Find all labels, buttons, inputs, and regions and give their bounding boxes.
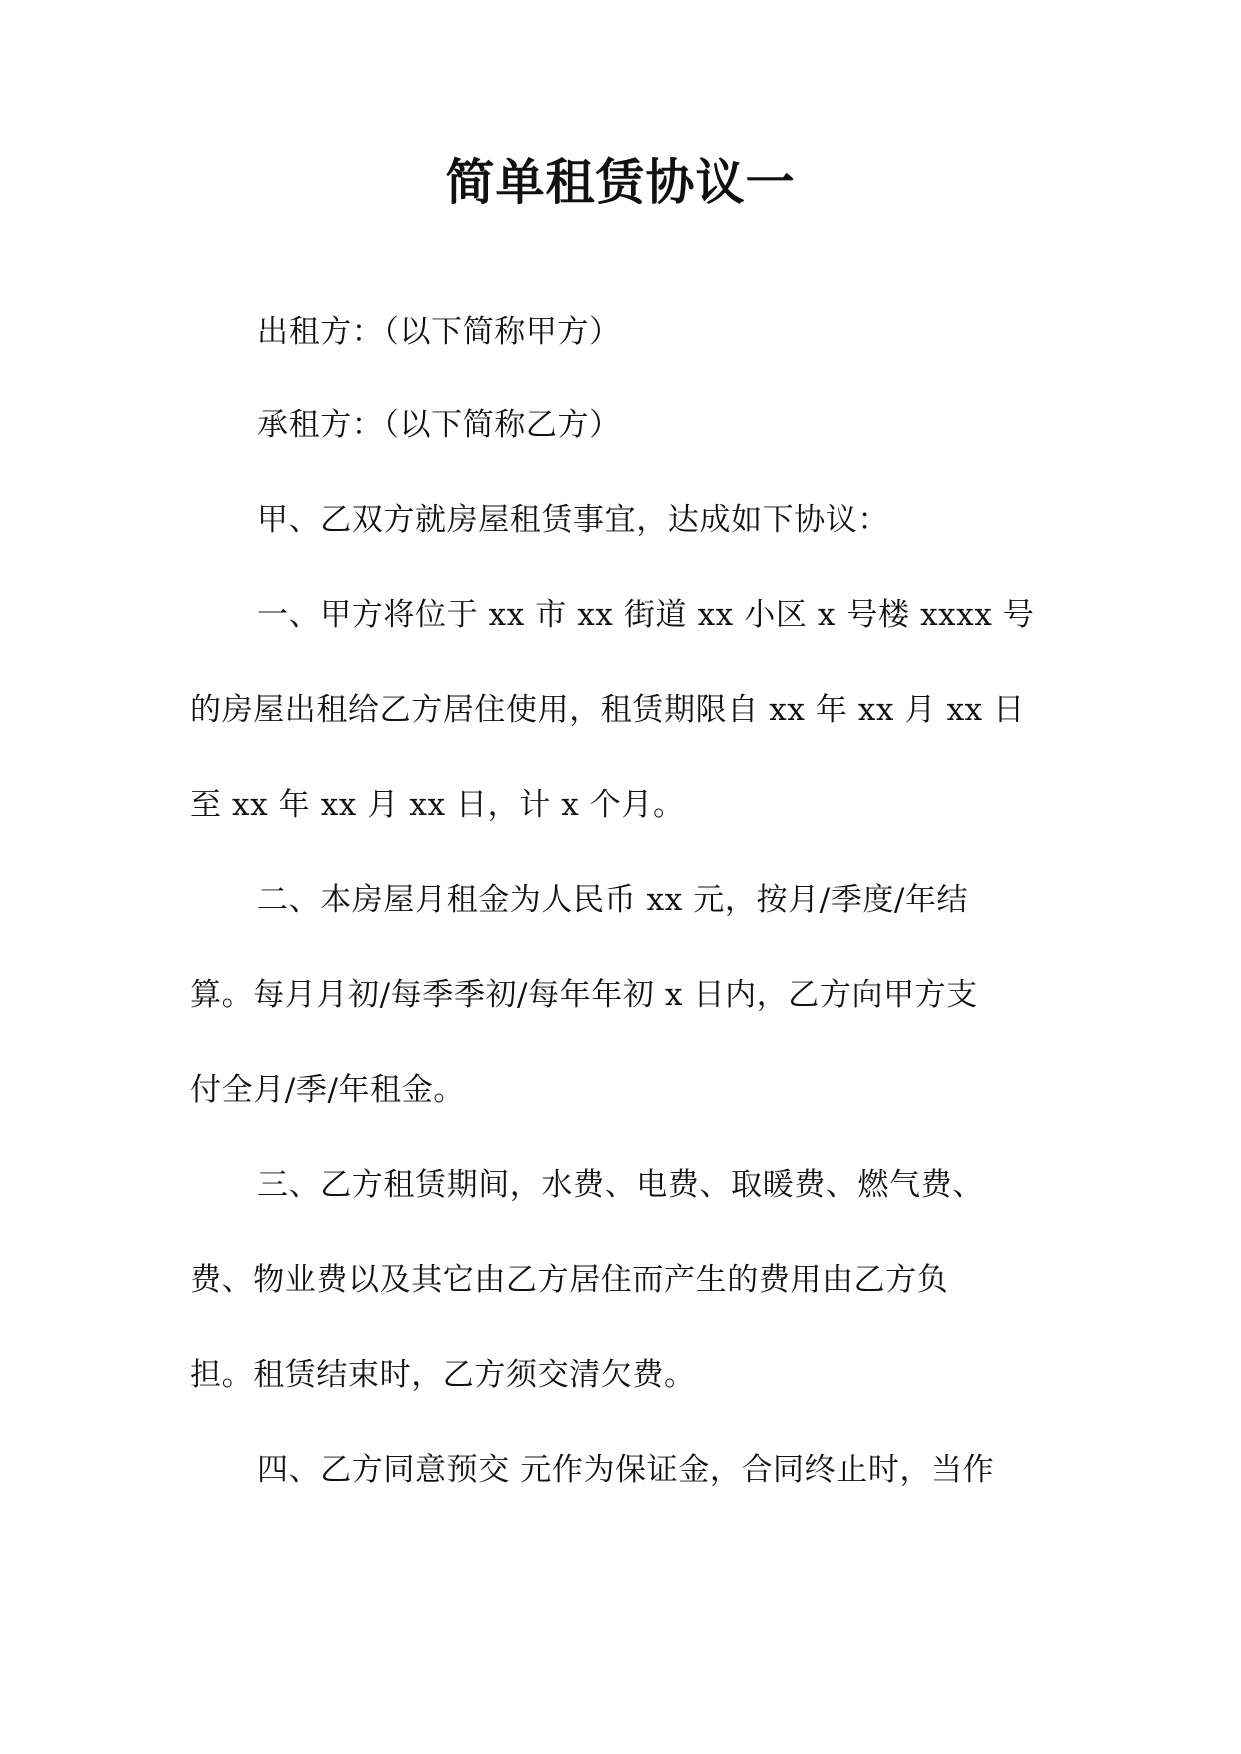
text-line-lessor: 出租方：（以下简称甲方） bbox=[257, 314, 621, 350]
text-line-clause-3-cont: 费、物业费以及其它由乙方居住而产生的费用由乙方负 bbox=[190, 1262, 949, 1298]
text-line-agreement-intro: 甲、乙双方就房屋租赁事宜，达成如下协议： bbox=[257, 502, 889, 538]
text-line-clause-2-cont: 算。每月月初/每季季初/每年年初 x 日内，乙方向甲方支 bbox=[190, 977, 978, 1013]
text-line-clause-1-cont: 的房屋出租给乙方居住使用，租赁期限自 xx 年 xx 月 xx 日 bbox=[190, 692, 1025, 728]
text-line-clause-3-cont: 担。租赁结束时，乙方须交清欠费。 bbox=[190, 1357, 696, 1393]
text-line-clause-3: 三、乙方租赁期间，水费、电费、取暖费、燃气费、 bbox=[257, 1167, 984, 1203]
text-line-clause-2: 二、本房屋月租金为人民币 xx 元，按月/季度/年结 bbox=[257, 882, 969, 918]
text-line-clause-1-cont: 至 xx 年 xx 月 xx 日，计 x 个月。 bbox=[190, 787, 685, 823]
text-line-clause-1: 一、甲方将位于 xx 市 xx 街道 xx 小区 x 号楼 xxxx 号 bbox=[257, 597, 1035, 633]
document-title: 简单租赁协议一 bbox=[445, 154, 796, 211]
text-line-clause-4: 四、乙方同意预交 元作为保证金，合同终止时，当作 bbox=[257, 1452, 995, 1488]
text-line-lessee: 承租方：（以下简称乙方） bbox=[257, 407, 621, 443]
text-line-clause-2-cont: 付全月/季/年租金。 bbox=[190, 1072, 465, 1108]
